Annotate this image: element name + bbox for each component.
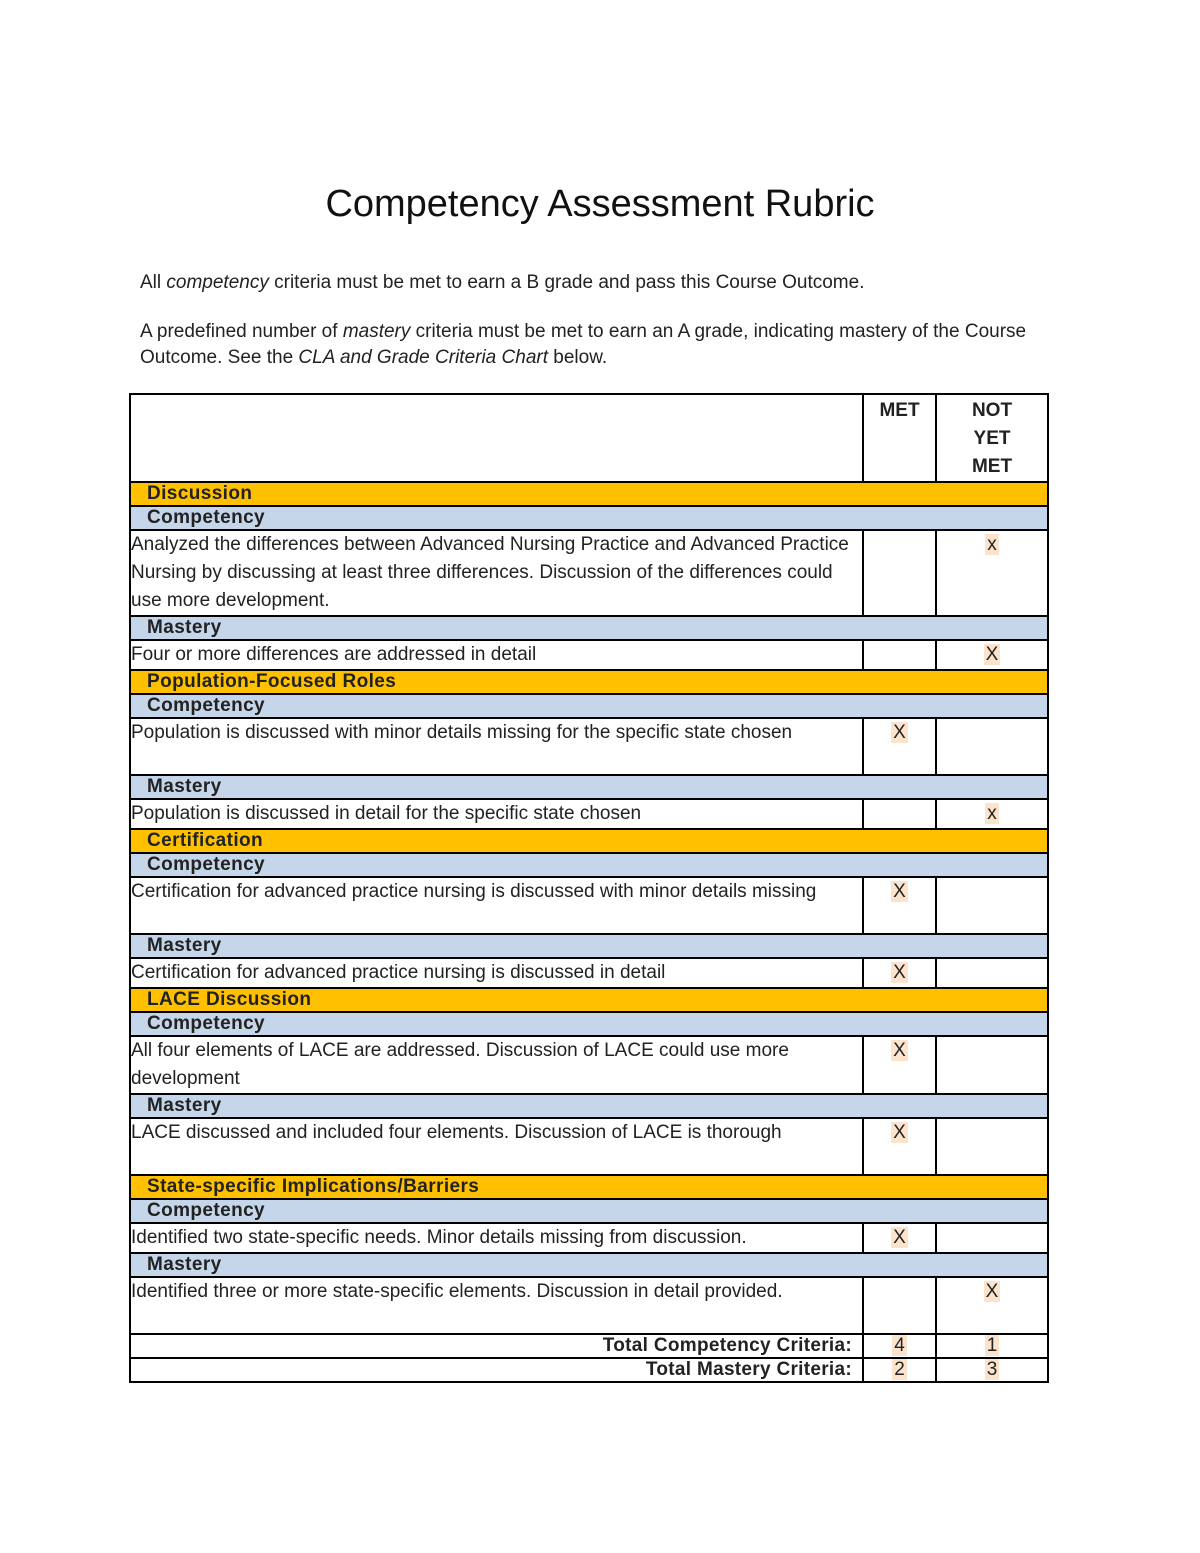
mastery-description: Identified three or more state-specific elements. Discussion in detail provided. [130, 1277, 863, 1334]
total-met [863, 1358, 936, 1382]
total-row [130, 1358, 1048, 1382]
section-row [130, 482, 1048, 506]
header-row [130, 394, 1048, 482]
check-mark: 4 [894, 1335, 905, 1356]
total-label: Total Competency Criteria: [130, 1334, 863, 1358]
mastery-met-cell [863, 1118, 936, 1175]
mastery-description: Population is discussed in detail for the specific state chosen [130, 799, 863, 829]
mastery-label-row [130, 616, 1048, 640]
competency-not-met-cell [936, 530, 1048, 616]
competency-row [130, 718, 1048, 775]
mastery-not-met-cell [936, 640, 1048, 670]
mastery-met-cell [863, 1277, 936, 1334]
competency-met-cell [863, 718, 936, 775]
competency-met-cell [863, 1036, 936, 1094]
section-title: Certification [130, 829, 1048, 853]
competency-description: Population is discussed with minor details missing for the specific state chosen [130, 718, 863, 775]
section-row [130, 829, 1048, 853]
check-mark: x [987, 534, 997, 555]
mastery-label: Mastery [130, 1094, 1048, 1118]
check-mark: X [893, 1122, 906, 1143]
check-mark: x [987, 803, 997, 824]
header-blank [130, 394, 863, 482]
page-title: Competency Assessment Rubric [325, 183, 875, 225]
check-mark: X [893, 722, 906, 743]
total-not-met [936, 1334, 1048, 1358]
section-row [130, 1175, 1048, 1199]
mastery-row [130, 958, 1048, 988]
mastery-row [130, 1277, 1048, 1334]
competency-not-met-cell [936, 1223, 1048, 1253]
section-title: Discussion [130, 482, 1048, 506]
mastery-label-row [130, 1253, 1048, 1277]
mastery-met-cell [863, 640, 936, 670]
mastery-label-row [130, 934, 1048, 958]
check-mark: X [893, 962, 906, 983]
competency-description: Identified two state-specific needs. Minor details missing from discussion. [130, 1223, 863, 1253]
mastery-description: Certification for advanced practice nursing is discussed in detail [130, 958, 863, 988]
mastery-row [130, 799, 1048, 829]
section-row [130, 670, 1048, 694]
competency-met-cell [863, 1223, 936, 1253]
competency-label: Competency [130, 853, 1048, 877]
competency-label-row [130, 506, 1048, 530]
mastery-not-met-cell [936, 1277, 1048, 1334]
mastery-label: Mastery [130, 775, 1048, 799]
section-title: State-specific Implications/Barriers [130, 1175, 1048, 1199]
competency-description: Certification for advanced practice nursing is discussed with minor details missing [130, 877, 863, 934]
competency-label: Competency [130, 1012, 1048, 1036]
mastery-label-row [130, 775, 1048, 799]
competency-row [130, 877, 1048, 934]
competency-label-row [130, 1012, 1048, 1036]
intro-competency: All competency criteria must be met to earn a B grade and pass this Course Outcome. [140, 272, 865, 293]
total-label: Total Mastery Criteria: [130, 1358, 863, 1382]
competency-label: Competency [130, 694, 1048, 718]
rubric-table [129, 393, 1049, 1383]
mastery-met-cell [863, 958, 936, 988]
competency-description: Analyzed the differences between Advanced Nursing Practice and Advanced Practice Nursing by discussing at least three differences. Discussion of the differences could use more development. [130, 530, 863, 616]
mastery-row [130, 1118, 1048, 1175]
competency-label-row [130, 694, 1048, 718]
competency-label-row [130, 853, 1048, 877]
check-mark: X [893, 1227, 906, 1248]
competency-not-met-cell [936, 1036, 1048, 1094]
section-title: Population-Focused Roles [130, 670, 1048, 694]
check-mark: 3 [986, 1359, 998, 1380]
check-mark: 1 [986, 1335, 998, 1356]
competency-label-row [130, 1199, 1048, 1223]
mastery-description: LACE discussed and included four elements. Discussion of LACE is thorough [130, 1118, 863, 1175]
competency-label: Competency [130, 1199, 1048, 1223]
section-title: LACE Discussion [130, 988, 1048, 1012]
competency-not-met-cell [936, 877, 1048, 934]
check-mark: X [985, 1281, 999, 1302]
competency-row [130, 1223, 1048, 1253]
competency-description: All four elements of LACE are addressed. Discussion of LACE could use more development [130, 1036, 863, 1094]
total-met [863, 1334, 936, 1358]
competency-row [130, 1036, 1048, 1094]
competency-met-cell [863, 530, 936, 616]
competency-row [130, 530, 1048, 616]
total-row [130, 1334, 1048, 1358]
check-mark: X [893, 1040, 906, 1061]
mastery-not-met-cell [936, 799, 1048, 829]
check-mark: 2 [894, 1359, 905, 1380]
mastery-label: Mastery [130, 616, 1048, 640]
header-met: MET [863, 394, 936, 482]
mastery-not-met-cell [936, 958, 1048, 988]
mastery-row [130, 640, 1048, 670]
competency-label: Competency [130, 506, 1048, 530]
check-mark: X [985, 644, 999, 665]
mastery-description: Four or more differences are addressed in detail [130, 640, 863, 670]
mastery-label-row [130, 1094, 1048, 1118]
mastery-not-met-cell [936, 1118, 1048, 1175]
section-row [130, 988, 1048, 1012]
check-mark: X [893, 881, 906, 902]
mastery-label: Mastery [130, 1253, 1048, 1277]
total-not-met [936, 1358, 1048, 1382]
mastery-label: Mastery [130, 934, 1048, 958]
competency-not-met-cell [936, 718, 1048, 775]
competency-met-cell [863, 877, 936, 934]
header-not-yet-met: NOT YET MET [936, 394, 1048, 482]
intro-mastery: A predefined number of mastery criteria must be met to earn an A grade, indicating mastery of the Course Outcome. See the CLA and Grade Criteria Chart below. [140, 321, 1027, 368]
mastery-met-cell [863, 799, 936, 829]
